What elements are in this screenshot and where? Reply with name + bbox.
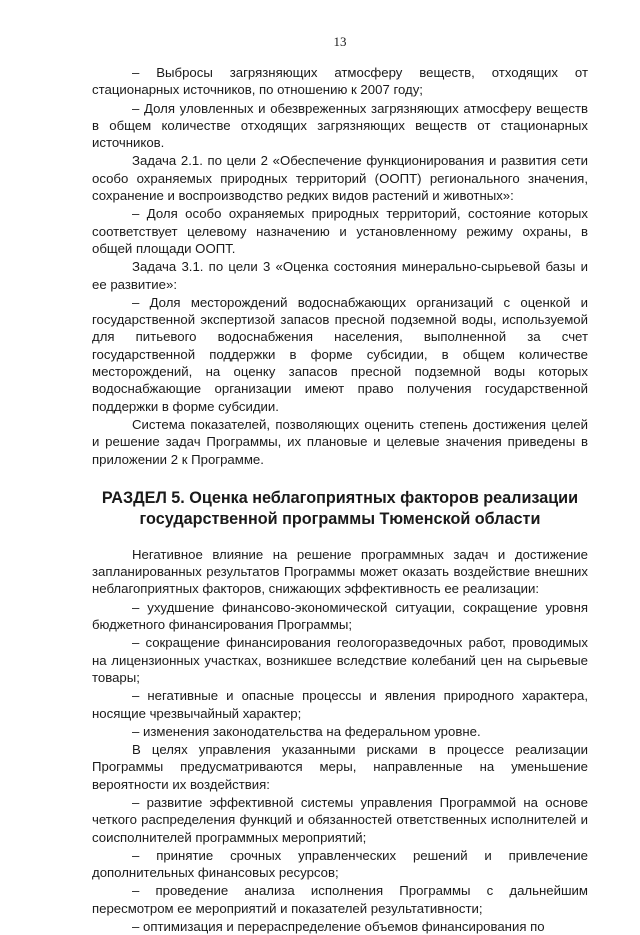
paragraph-negative-impact: Негативное влияние на решение программных задач и достижение запланированных результатов Программы может оказать воздействие внешних неблагоприятных факторов, снижающих эффективность ее реализации: (92, 546, 588, 597)
section-heading-line-1: РАЗДЕЛ 5. Оценка неблагоприятных факторов реализации (101, 488, 579, 507)
list-item-execution-analysis: – проведение анализа исполнения Программы с дальнейшим пересмотром ее мероприятий и показателей результативности; (92, 883, 588, 916)
list-item-urgent-decisions: – принятие срочных управленческих решений и привлечение дополнительных финансовых ресурсов; (92, 847, 588, 881)
list-item-management-system: – развитие эффективной системы управления Программой на основе четкого распределения функций и обязанностей ответственных исполнителей и соисполнителей программных мероприятий; (92, 794, 588, 845)
paragraph-captured-share: – Доля уловленных и обезвреженных загрязняющих атмосферу веществ в общем количестве отходящих загрязняющих веществ от стационарных источников. (92, 100, 588, 151)
paragraph-risk-management: В целях управления указанными рисками в процессе реализации Программы предусматриваются меры, направленные на уменьшение вероятности их воздействия: (92, 742, 588, 792)
paragraph-task-3-1: Задача 3.1. по цели 3 «Оценка состояния минерально-сырьевой базы и ее развитие»: (92, 259, 588, 292)
list-item-legislation-changes: – изменения законодательства на федеральном уровне. (132, 723, 481, 739)
paragraph-emissions: – Выбросы загрязняющих атмосферу веществ, отходящих от стационарных источников, по отношению к 2007 году; (92, 65, 588, 98)
section-heading (92, 488, 588, 530)
page-number: 13 (333, 34, 347, 49)
section-heading-line-2: государственной программы Тюменской области (139, 509, 541, 528)
list-item-economic-situation: – ухудшение финансово-экономической ситуации, сокращение уровня бюджетного финансирования Программы; (92, 599, 588, 633)
paragraph-deposits-share: – Доля месторождений водоснабжающих организаций с оценкой и государственной экспертизой запасов пресной подземной воды, используемой для питьевого водоснабжения населения, выполненной за счет государственной поддержки в форме субсидии, в общем количестве месторождений, на оценку запасов пресной подземной воды которых водоснабжающие организации имеют право получения государственной поддержки в форме субсидии. (92, 294, 588, 414)
list-item-exploration-funding: – сокращение финансирования геологоразведочных работ, проводимых на лицензионных участках, возникшее вследствие колебаний цен на сырьевые товары; (92, 635, 588, 685)
list-item-funding-optimization: – оптимизация и перераспределение объемов финансирования по (132, 919, 545, 935)
list-item-natural-hazards: – негативные и опасные процессы и явления природного характера, носящие чрезвычайный характер; (92, 688, 588, 721)
paragraph-protected-areas: – Доля особо охраняемых природных территорий, состояние которых соответствует целевому назначению и установленному режиму охраны, в общей площади ООПТ. (92, 206, 588, 256)
paragraph-task-2-1: Задача 2.1. по цели 2 «Обеспечение функционирования и развития сети особо охраняемых природных территорий (ООПТ) регионального значения, сохранение и воспроизводство редких видов растений и животных»: (92, 153, 588, 204)
paragraph-indicator-system: Система показателей, позволяющих оценить степень достижения целей и решение задач Программы, их плановые и целевые значения приведены в приложении 2 к Программе. (92, 416, 588, 467)
